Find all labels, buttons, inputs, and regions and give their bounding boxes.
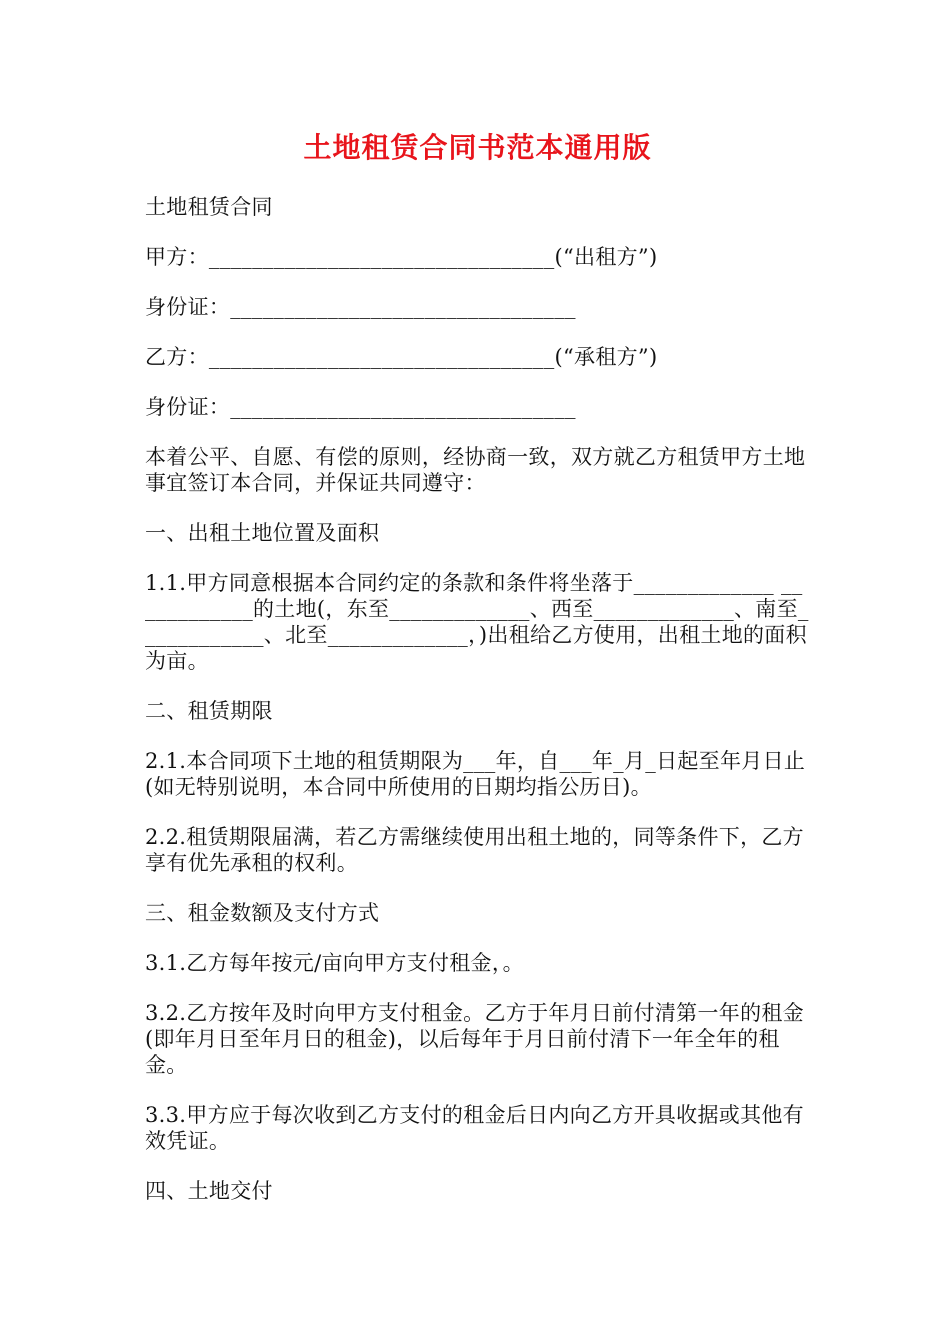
contract-heading: 土地租赁合同 <box>145 195 273 219</box>
party-a-id-line: 身份证：________________________________ <box>145 295 576 319</box>
section-heading-4: 四、土地交付 <box>145 1179 273 1203</box>
document-title: 土地租赁合同书范本通用版 <box>303 131 652 164</box>
document-body <box>145 128 810 1228</box>
clause-3-2: 3.2.乙方按年及时向甲方支付租金。乙方于年月日前付清第一年的租金(即年月日至年月日的租金)，以后每年于月日前付清下一年全年的租金。 <box>145 1001 804 1077</box>
section-heading-2: 二、租赁期限 <box>145 699 273 723</box>
section-heading-1: 一、出租土地位置及面积 <box>145 521 380 545</box>
party-a-line: 甲方：________________________________(“出租方”) <box>145 245 658 269</box>
party-b-line: 乙方：________________________________(“承租方”) <box>145 345 658 369</box>
preamble-paragraph: 本着公平、自愿、有偿的原则，经协商一致，双方就乙方租赁甲方土地事宜签订本合同，并保证共同遵守： <box>145 445 806 495</box>
clause-2-1: 2.1.本合同项下土地的租赁期限为___年，自___年_月_日起至年月日止(如无特别说明，本合同中所使用的日期均指公历日)。 <box>145 749 806 799</box>
clause-1-1: 1.1.甲方同意根据本合同约定的条款和条件将坐落于_____________ ____________的土地(，东至_____________、西至_____________、南至____________、北至_____________，)出租给乙方使用，出租土地的面积为亩。 <box>145 571 809 673</box>
clause-3-1: 3.1.乙方每年按元/亩向甲方支付租金，。 <box>145 951 524 975</box>
clause-2-2: 2.2.租赁期限届满，若乙方需继续使用出租土地的，同等条件下，乙方享有优先承租的权利。 <box>145 825 804 875</box>
clause-3-3: 3.3.甲方应于每次收到乙方支付的租金后日内向乙方开具收据或其他有效凭证。 <box>145 1103 804 1153</box>
party-b-id-line: 身份证：________________________________ <box>145 395 576 419</box>
section-heading-3: 三、租金数额及支付方式 <box>145 901 380 925</box>
